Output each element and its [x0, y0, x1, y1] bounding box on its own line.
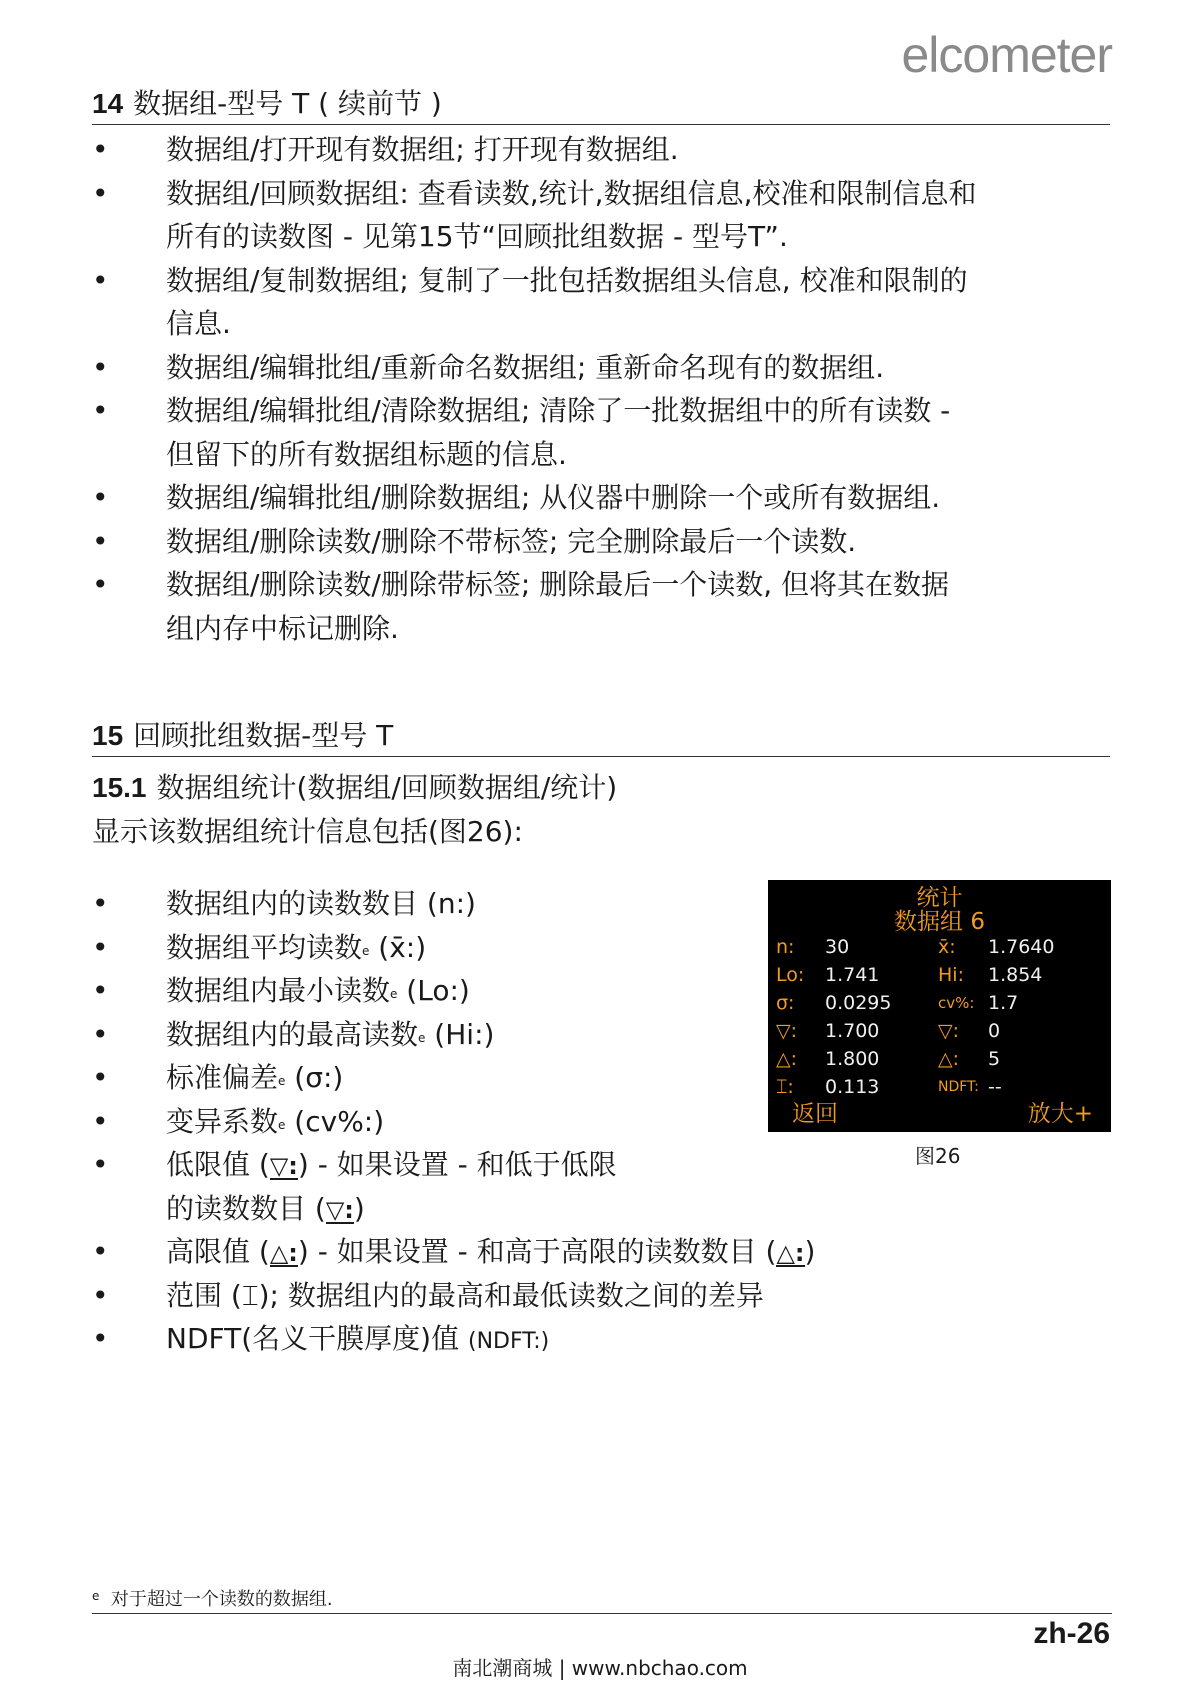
list-item: • NDFT(名义干膜厚度)值 (NDFT:) [92, 1317, 1112, 1364]
section-title: 回顾批组数据-型号 T [133, 719, 394, 752]
bullet-icon: • [92, 263, 109, 297]
range-icon: ⌶: [776, 1076, 794, 1098]
footer-divider [92, 1613, 1112, 1614]
high-limit-icon: △: [776, 1048, 798, 1070]
list-item: • 数据组/打开现有数据组; 打开现有数据组. [92, 128, 1112, 172]
bullet-icon: • [92, 1322, 109, 1355]
stat-value-mean: 1.7640 [988, 936, 1055, 958]
screen-title: 统计 [916, 885, 963, 911]
back-softkey: 返回 [792, 1101, 838, 1127]
stat-value-cv: 1.7 [988, 992, 1019, 1014]
list-item: • 数据组平均读数$^e$ (x̄:) [92, 926, 792, 970]
footnote-mark: e [92, 1589, 100, 1603]
stat-label-mean: x̄: [938, 936, 956, 958]
stat-value-below-low: 0 [988, 1020, 1001, 1042]
stat-value-n: 30 [825, 936, 850, 958]
bullet-icon: • [92, 887, 109, 920]
figure-caption: 图26 [915, 1144, 961, 1168]
list-item: • 标准偏差$^e$ (σ:) [92, 1056, 792, 1100]
list-item: • 高限值 (△:) - 如果设置 - 和高于高限的读数数目 (△:) [92, 1230, 1112, 1274]
section-title: 数据组-型号 T ( 续前节 ) [133, 87, 442, 120]
list-item: • 数据组内的读数数目 (n:) [92, 882, 792, 926]
stat-value-lo: 1.741 [825, 964, 880, 986]
list-item: • 数据组/删除读数/删除带标签; 删除最后一个读数, 但将其在数据 组内存中标记删除. [92, 563, 1112, 650]
bullet-icon: • [92, 1017, 109, 1051]
above-high-limit-icon: △: [776, 1239, 805, 1267]
bullet-icon: • [92, 1061, 109, 1094]
bullet-icon: • [92, 176, 109, 210]
bullet-icon: • [92, 524, 109, 558]
footnote-mark: e [418, 1030, 426, 1045]
list-item: • 数据组/复制数据组; 复制了一批包括数据组头信息, 校准和限制的 信息. [92, 259, 1112, 346]
section-15-bullet-list-continued [92, 1230, 1112, 1364]
list-item: • 数据组/编辑批组/删除数据组; 从仪器中删除一个或所有数据组. [92, 476, 1112, 520]
list-item: • 数据组内最小读数$^e$ (Lo:) [92, 969, 792, 1013]
zoom-softkey: 放大+ [1027, 1101, 1093, 1127]
watermark: 南北潮商城 | www.nbchao.com [452, 1656, 748, 1680]
stat-label-hi: Hi: [938, 964, 964, 986]
bullet-icon: • [92, 133, 109, 166]
above-high-limit-icon: △: [938, 1048, 960, 1070]
stat-label-cv: cv%: [938, 994, 975, 1012]
stat-value-sigma: 0.0295 [825, 992, 892, 1014]
stat-value-high-limit: 1.800 [825, 1048, 880, 1070]
section-number: 15 [92, 720, 124, 751]
list-item: • 变异系数$^e$ (cv%:) [92, 1100, 792, 1144]
list-item: • 低限值 (▽:) - 如果设置 - 和低于低限 的读数数目 (▽:) [92, 1143, 792, 1230]
list-item: • 数据组/编辑批组/清除数据组; 清除了一批数据组中的所有读数 - 但留下的所有数据组标题的信息. [92, 389, 1112, 476]
below-low-limit-icon: ▽: [938, 1020, 960, 1042]
stat-label-lo: Lo: [776, 964, 805, 986]
footnote-mark: e [278, 1117, 286, 1132]
stat-value-hi: 1.854 [988, 964, 1043, 986]
bullet-icon: • [92, 974, 109, 1007]
stat-label-ndft: NDFT: [938, 1079, 979, 1095]
screen-subtitle: 数据组 6 [894, 909, 985, 935]
bullet-icon: • [92, 1278, 109, 1312]
elcometer-logo: elcometer [901, 27, 1112, 83]
section-14-bullet-list [92, 128, 1112, 650]
bullet-icon: • [92, 350, 109, 384]
low-limit-icon: ▽: [776, 1020, 798, 1042]
bullet-icon: • [92, 1148, 109, 1181]
section-15-bullet-list [92, 882, 795, 1230]
stat-value-low-limit: 1.700 [825, 1020, 880, 1042]
section-15-heading [92, 716, 1110, 757]
page-number: zh-26 [1033, 1617, 1110, 1650]
bullet-icon: • [92, 930, 109, 964]
stat-label-sigma: σ: [776, 992, 795, 1014]
list-item: • 数据组/删除读数/删除不带标签; 完全删除最后一个读数. [92, 520, 1112, 564]
bullet-icon: • [92, 481, 109, 514]
footnote-mark: e [390, 987, 398, 1001]
below-low-limit-icon: ▽: [325, 1195, 354, 1224]
footnote-mark: e [278, 1074, 286, 1088]
footnote-mark: e [362, 943, 370, 958]
stat-label-n: n: [776, 936, 795, 958]
footnote: $^e$ 对于超过一个读数的数据组. [92, 1589, 333, 1610]
low-limit-icon: ▽: [269, 1152, 298, 1180]
list-item: • 数据组/回顾数据组: 查看读数,统计,数据组信息,校准和限制信息和 所有的读数图 - 见第15节“回顾批组数据 - 型号T”. [92, 172, 1112, 259]
high-limit-icon: △: [269, 1239, 298, 1267]
list-item: • 数据组/编辑批组/重新命名数据组; 重新命名现有的数据组. [92, 346, 1112, 390]
list-item: • 数据组内的最高读数$^e$ (Hi:) [92, 1013, 792, 1057]
bullet-icon: • [92, 1235, 109, 1268]
stat-value-ndft: -- [988, 1076, 1002, 1098]
gauge-statistics-screen [768, 880, 1111, 1132]
section-number: 14 [92, 88, 124, 119]
stat-value-above-high: 5 [988, 1048, 1001, 1070]
stat-value-range: 0.113 [825, 1076, 880, 1098]
intro-text: 显示该数据组统计信息包括(图26): [92, 815, 523, 848]
bullet-icon: • [92, 1104, 109, 1138]
list-item: • 范围 (⌶); 数据组内的最高和最低读数之间的差异 [92, 1274, 1112, 1318]
subsection-heading: 15.1 数据组统计(数据组/回顾数据组/统计) [92, 771, 618, 804]
bullet-icon: • [92, 394, 109, 427]
bullet-icon: • [92, 568, 109, 601]
section-14-heading [92, 84, 1110, 125]
